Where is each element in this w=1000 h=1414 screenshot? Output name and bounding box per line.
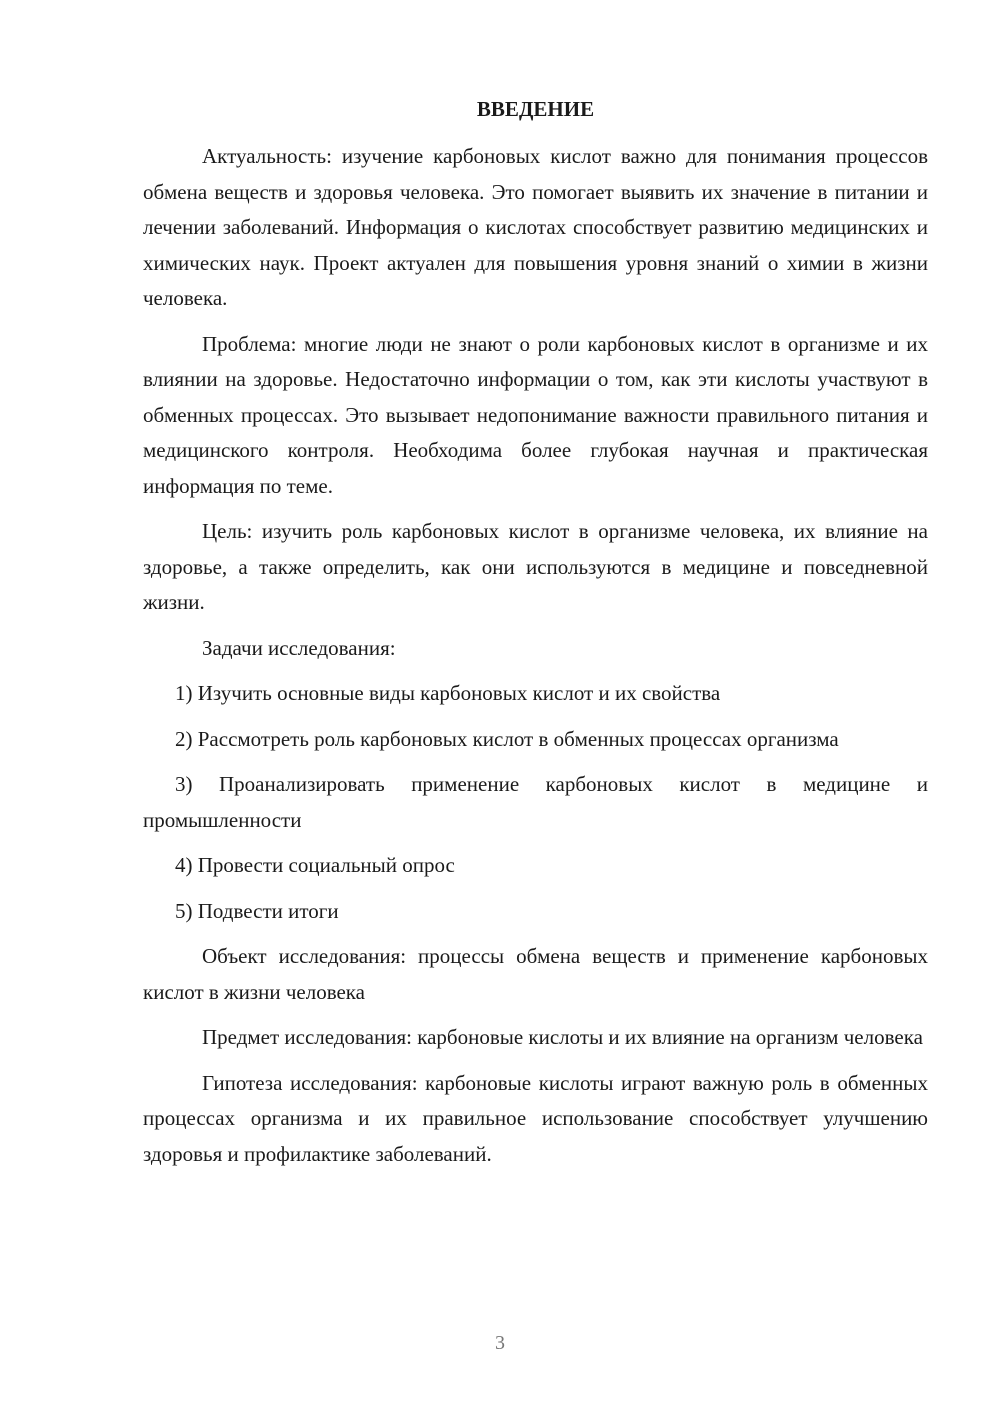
section-heading: ВВЕДЕНИЕ — [476, 97, 595, 121]
tasks-heading: Задачи исследования: — [202, 635, 396, 660]
goal-paragraph: Цель: изучить роль карбоновых кислот в организме человека, их влияние на здоровье, а также определить, как они используются в медицине и повседневной жизни. — [143, 519, 928, 614]
document-page — [143, 92, 928, 1182]
task-item: 5) Подвести итоги — [175, 898, 339, 923]
task-item: 2) Рассмотреть роль карбоновых кислот в обменных процессах организма — [175, 726, 839, 751]
task-item: 1) Изучить основные виды карбоновых кислот и их свойства — [175, 681, 721, 705]
object-paragraph: Объект исследования: процессы обмена веществ и применение карбоновых кислот в жизни человека — [143, 944, 928, 1004]
relevance-paragraph: Актуальность: изучение карбоновых кислот важно для понимания процессов обмена веществ и здоровья человека. Это помогает выявить их значение в питании и лечении заболеваний. Информация о кислотах способствует развитию медицинских и химических наук. Проект актуален для повышения уровня знаний о химии в жизни человека. — [143, 144, 928, 310]
page-number: 3 — [495, 1332, 505, 1354]
task-item: 3) Проанализировать применение карбоновых кислот в медицине и промышленности — [143, 772, 928, 832]
problem-paragraph: Проблема: многие люди не знают о роли карбоновых кислот в организме и их влиянии на здоровье. Недостаточно информации о том, как эти кислоты участвуют в обменных процессах. Это вызывает недопонимание важности правильного питания и медицинского контроля. Необходима более глубокая научная и практическая информация по теме. — [143, 331, 928, 498]
subject-paragraph: Предмет исследования: карбоновые кислоты и их влияние на организм человека — [202, 1025, 923, 1049]
task-item: 4) Провести социальный опрос — [175, 853, 455, 877]
hypothesis-paragraph: Гипотеза исследования: карбоновые кислоты играют важную роль в обменных процессах организма и их правильное использование способствует улучшению здоровья и профилактике заболеваний. — [143, 1070, 928, 1166]
